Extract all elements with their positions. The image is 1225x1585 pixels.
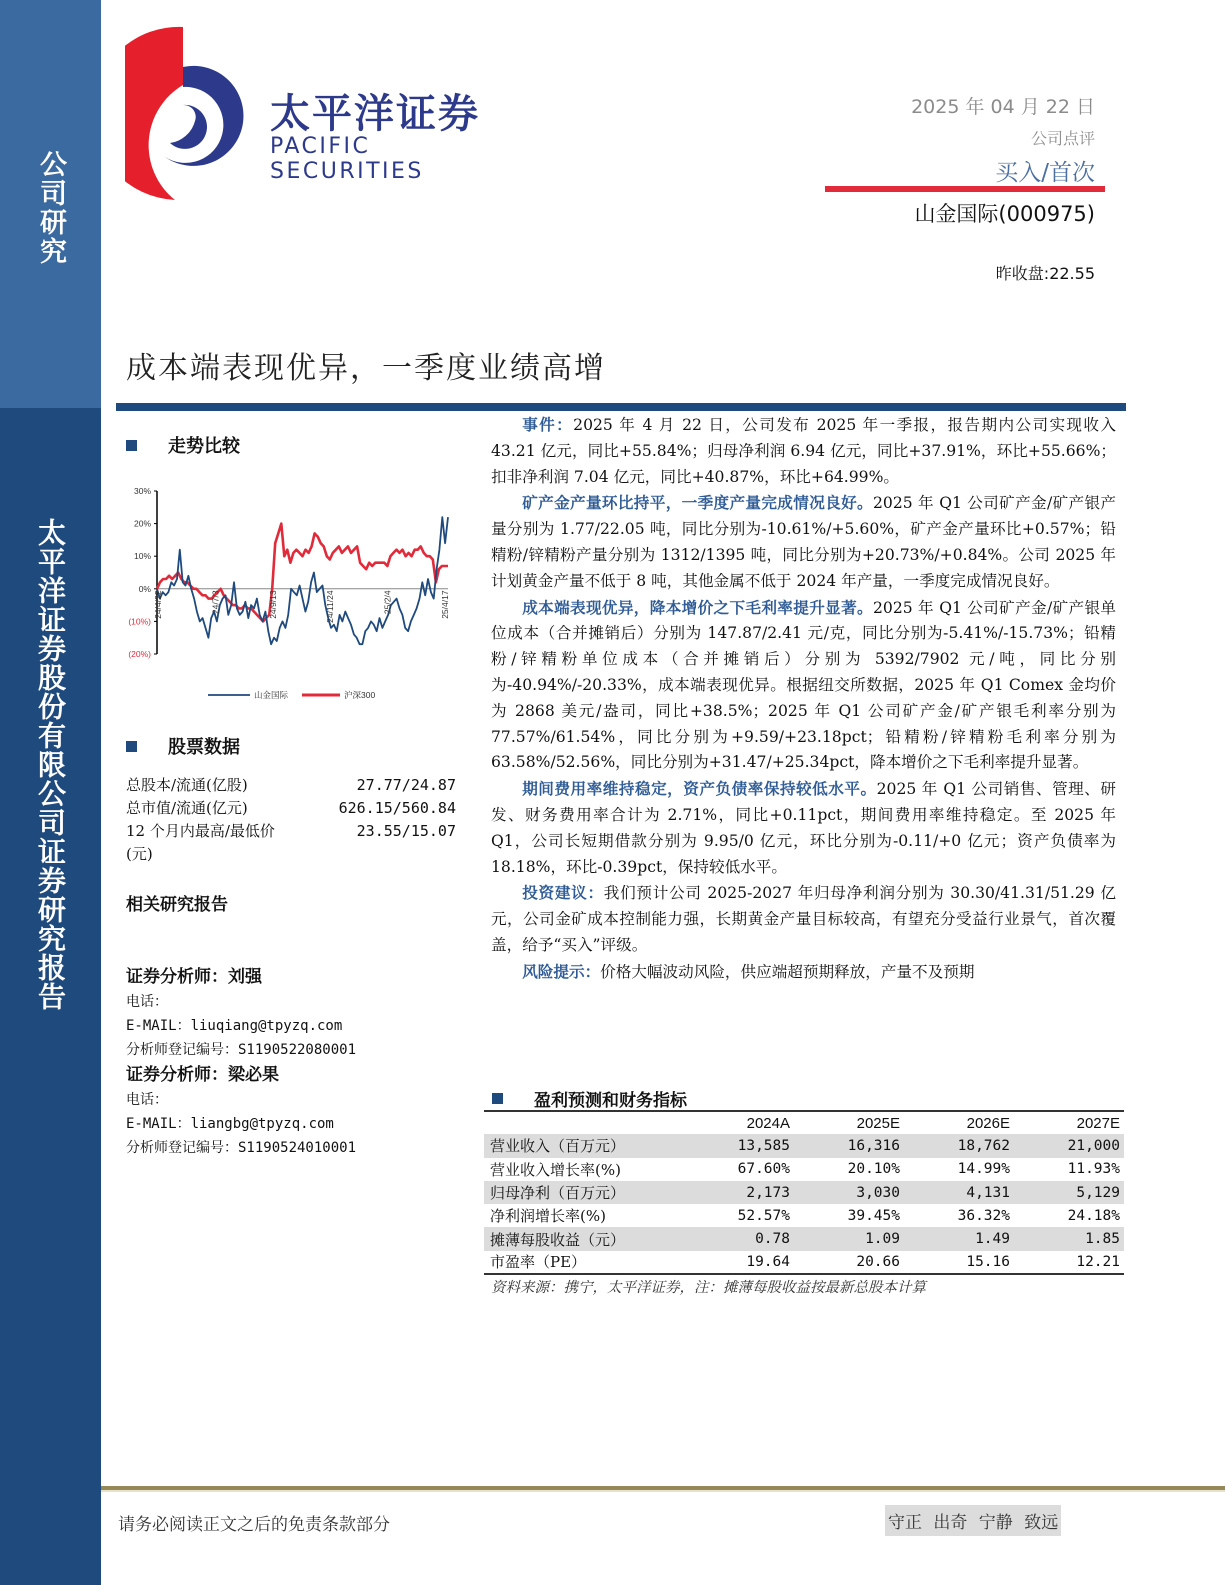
financials-source-note: 资料来源：携宁，太平洋证券，注：摊薄每股收益按最新总股本计算: [491, 1280, 926, 1296]
cell-value: 20.10%: [847, 1161, 900, 1178]
cell-value: 1.09: [794, 1227, 904, 1250]
stock-data-section-heading: [126, 733, 240, 759]
stock-data-row: [126, 820, 456, 843]
stock-data-label: 12 个月内最高/最低价: [126, 822, 275, 840]
analyst-phone: 电话：: [126, 1092, 168, 1108]
svg-text:30%: 30%: [133, 486, 151, 496]
financials-heading: [492, 1086, 687, 1111]
cell-value: 0.78: [684, 1227, 794, 1250]
trend-section-title: 走势比较: [168, 436, 240, 457]
report-date: 2025 年 04 月 22 日: [911, 96, 1095, 118]
svg-text:25/4/17: 25/4/17: [440, 590, 450, 619]
report-type: 公司点评: [1030, 129, 1095, 148]
footer-disclaimer: 请务必阅读正文之后的免责条款部分: [118, 1515, 390, 1535]
row-label: 摊薄每股收益（元）: [484, 1227, 684, 1250]
table-row: [484, 1134, 1124, 1157]
footer-divider-highlight: [101, 1490, 1225, 1492]
svg-text:24/9/13: 24/9/13: [267, 590, 278, 619]
cell-value: 1.49: [904, 1227, 1014, 1250]
paragraph-text: 价格大幅波动风险，供应端超预期释放，产量不及预期: [600, 962, 975, 981]
analyst-block: [126, 964, 466, 1160]
cell-value: 52.57%: [737, 1207, 790, 1224]
table-row: [484, 1227, 1124, 1250]
analyst-name: 证券分析师：刘强: [126, 967, 262, 987]
svg-text:24/7/3: 24/7/3: [210, 590, 221, 615]
table-row: [484, 1251, 1124, 1274]
stock-data-value: 23.55/15.07: [356, 822, 456, 840]
svg-text:(10%): (10%): [128, 616, 151, 627]
stock-data-value: 27.77/24.87: [356, 776, 456, 794]
table-row: [484, 1181, 1124, 1204]
cell-value: 2,173: [684, 1181, 794, 1204]
analyst-registration: 分析师登记编号：S1190524010001: [126, 1140, 357, 1156]
column-header: 2027E: [1076, 1114, 1120, 1132]
section-marker-icon: [492, 1093, 503, 1104]
paragraph-text: 2025 年 Q1 公司销售、管理、研发、财务费用率合计为 2.71%，同比+0.11pct，期间费用率维持稳定。至 2025 年 Q1，公司长短期借款分别为 9.95/0 亿元，环比分别为-0.11/+0 亿元；资产负债率为 18.18%，环比-0.39pct，保持较低水平。: [491, 780, 1116, 876]
cell-value: 18,762: [904, 1134, 1014, 1157]
cell-value: 24.18%: [1067, 1207, 1120, 1224]
section-marker-icon: [126, 741, 137, 752]
svg-text:0%: 0%: [138, 583, 151, 594]
paragraph-text: 2025 年 Q1 公司矿产金/矿产银产量分别为 1.77/22.05 吨，同比分别为-10.61%/+5.60%，矿产金产量环比+0.57%；铅精粉/锌精粉产量分别为 1312/1395 吨，同比分别为+20.73%/+0.84%。公司 2025 年计划黄金产量不低于 8 吨，其他金属不低于 2024 年产量，一季度完成情况良好。: [491, 494, 1116, 590]
trend-chart-svg: [118, 478, 468, 708]
body-paragraph-cost: [491, 595, 1116, 777]
cell-value: 5,129: [1014, 1181, 1124, 1204]
paragraph-lead: 矿产金产量环比持平，一季度产量完成情况良好。: [522, 493, 873, 513]
cell-value: 15.16: [966, 1253, 1010, 1270]
related-reports-heading: 相关研究报告: [126, 895, 228, 915]
cell-value: 19.64: [746, 1253, 790, 1270]
trend-chart: [118, 478, 468, 708]
cell-value: 4,131: [904, 1181, 1014, 1204]
stock-data-section-title: 股票数据: [168, 737, 240, 758]
cell-value: 67.60%: [737, 1161, 790, 1178]
paragraph-lead: 风险提示：: [522, 961, 601, 981]
body-paragraph-production: [491, 490, 1116, 594]
svg-text:24/11/24: 24/11/24: [325, 590, 336, 623]
cell-value: 3,030: [794, 1181, 904, 1204]
company-ticker: 山金国际(000975): [914, 202, 1095, 226]
paragraph-lead: 成本端表现优异，降本增价之下毛利率提升显著。: [522, 597, 873, 617]
cell-value: 20.66: [856, 1253, 900, 1270]
report-body: [491, 412, 1116, 986]
svg-text:25/2/4: 25/2/4: [382, 590, 393, 615]
page-title: 成本端表现优异，一季度业绩高增: [126, 351, 606, 386]
financials-title: 盈利预测和财务指标: [534, 1091, 687, 1111]
cell-value: 39.45%: [847, 1207, 900, 1224]
table-header-row: [484, 1111, 1124, 1134]
cell-value: 14.99%: [957, 1161, 1010, 1178]
stock-data-label: 总市值/流通(亿元): [126, 799, 248, 817]
cell-value: 13,585: [684, 1134, 794, 1157]
row-label: 营业收入（百万元）: [484, 1134, 684, 1157]
column-header: [484, 1111, 684, 1134]
rating-divider: [825, 186, 1105, 192]
svg-text:24/4/22: 24/4/22: [153, 590, 163, 619]
cell-value: 12.21: [1076, 1253, 1120, 1270]
sidebar-label-company-research: 公司研究: [35, 150, 66, 266]
rating-badge: 买入/首次: [995, 160, 1095, 186]
trend-section-heading: [126, 432, 240, 458]
svg-text:山金国际: 山金国际: [254, 690, 289, 700]
logo-name-cn: 太平洋证券: [270, 91, 480, 137]
row-label: 归母净利（百万元）: [484, 1181, 684, 1204]
svg-text:(20%): (20%): [128, 649, 151, 659]
row-label: 市盈率（PE）: [490, 1253, 587, 1272]
body-paragraph-investment: [491, 880, 1116, 958]
analyst-registration: 分析师登记编号：S1190522080001: [126, 1042, 357, 1058]
paragraph-lead: 投资建议：: [522, 883, 604, 903]
cell-value: 11.93%: [1067, 1161, 1120, 1178]
analyst-phone: 电话：: [126, 994, 168, 1010]
stock-data-label: (元): [126, 845, 153, 863]
stock-data-row: [126, 843, 456, 866]
footer-motto: 守正 出奇 宁静 致远: [885, 1505, 1061, 1536]
analyst-email[interactable]: E-MAIL：liangbg@tpyzq.com: [126, 1116, 334, 1132]
column-header: 2024A: [746, 1114, 790, 1132]
table-row: [484, 1204, 1124, 1227]
previous-close: 昨收盘:22.55: [995, 264, 1095, 283]
sidebar-label-firm: 太平洋证券股份有限公司证券研究报告: [34, 518, 67, 1011]
cell-value: 36.32%: [957, 1207, 1010, 1224]
analyst-name: 证券分析师：梁必果: [126, 1065, 279, 1085]
body-paragraph-risk: [491, 959, 1116, 986]
svg-text:10%: 10%: [133, 551, 151, 562]
logo-emblem-icon: [125, 25, 260, 205]
paragraph-lead: 期间费用率维持稳定，资产负债率保持较低水平。: [522, 779, 877, 799]
cell-value: 1.85: [1014, 1227, 1124, 1250]
stock-data-value: 626.15/560.84: [338, 799, 456, 817]
cell-value: 16,316: [794, 1134, 904, 1157]
title-divider: [116, 403, 1126, 411]
stock-data-row: [126, 797, 456, 820]
body-paragraph-event: [491, 412, 1116, 490]
cell-value: 21,000: [1014, 1134, 1124, 1157]
svg-text:沪深300: 沪深300: [344, 690, 376, 700]
table-row: [484, 1158, 1124, 1181]
logo-name-en: PACIFIC SECURITIES: [270, 134, 424, 184]
row-label: 营业收入增长率(%): [490, 1160, 621, 1179]
stock-data-label: 总股本/流通(亿股): [126, 776, 248, 794]
paragraph-lead: 事件：: [522, 415, 574, 434]
paragraph-text: 我们预计公司 2025-2027 年归母净利润分别为 30.30/41.31/51.29 亿元，公司金矿成本控制能力强，长期黄金产量目标较高，有望充分受益行业景气，首次覆盖，给予“买入”评级。: [491, 884, 1116, 954]
section-marker-icon: [126, 440, 137, 451]
svg-text:20%: 20%: [133, 518, 151, 529]
paragraph-text: 2025 年 4 月 22 日，公司发布 2025 年一季报，报告期内公司实现收入 43.21 亿元，同比+55.84%；归母净利润 6.94 亿元，同比+37.91%，环比+55.66%；扣非净利润 7.04 亿元，同比+40.87%，环比+64.99%。: [491, 416, 1116, 486]
financials-table: [484, 1110, 1124, 1275]
stock-data-table: [126, 774, 456, 866]
column-header: 2025E: [856, 1114, 900, 1132]
paragraph-text: 2025 年 Q1 公司矿产金/矿产银单位成本（合并摊销后）分别为 147.87/2.41 元/克，同比分别为-5.41%/-15.73%；铅精粉/锌精粉单位成本（合并摊销后）分别为 5392/7902 元/吨，同比分别为-40.94%/-20.33%，成本端表现优异。根据纽交所数据，2025 年 Q1 Comex 金均价为 2868 美元/盎司，同比+38.5%；2025 年 Q1 公司矿产金/矿产银毛利率分别为 77.57%/61.54%，同比分别为+9.59/+23.18pct；铅精粉/锌精粉毛利率分别为 63.58%/52.56%，同比分别为+31.47/+25.34pct，降本增价之下毛利率提升显著。: [491, 598, 1116, 772]
analyst-email[interactable]: E-MAIL：liuqiang@tpyzq.com: [126, 1018, 343, 1034]
pacific-securities-logo: [125, 25, 525, 205]
stock-data-row: [126, 774, 456, 797]
body-paragraph-expenses: [491, 776, 1116, 880]
row-label: 净利润增长率(%): [490, 1207, 606, 1226]
column-header: 2026E: [966, 1114, 1010, 1132]
